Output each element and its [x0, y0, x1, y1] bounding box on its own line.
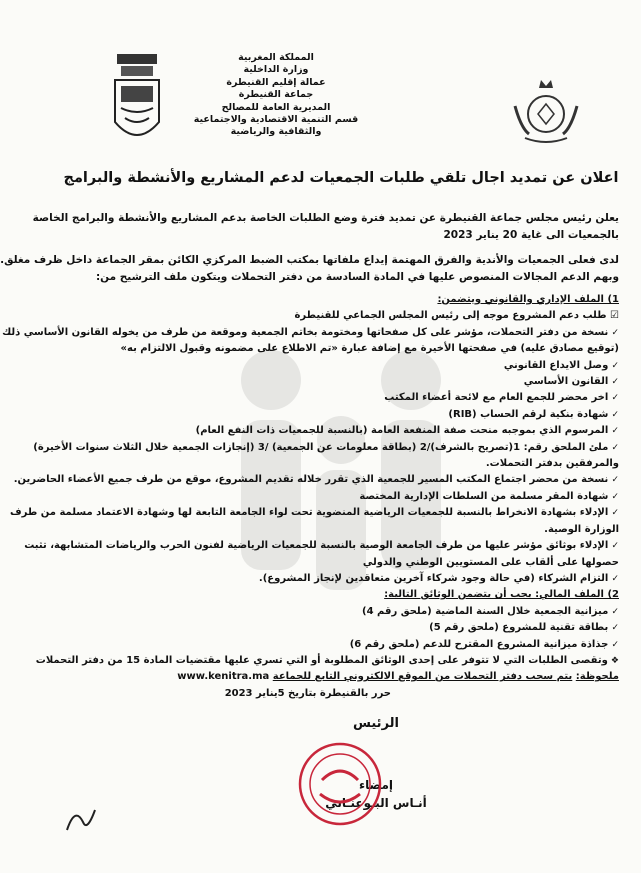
list-item: ✓ نسخة من محضر اجتماع المكتب المسير للجمعية الذي تقرر خلاله تقديم المشروع، موقع من طرف جميع الأعضاء الحاضرين. [61, 472, 619, 488]
admin-line: قسم التنمية الاقتصادية والاجتماعية [193, 114, 359, 126]
list-item: ✓ نسخة من دفتر التحملات، مؤشر على كل صفحاتها ومختومة بخاتم الجمعية وموقعة من طرف من يخوله القانون الأساسي ذلك [61, 325, 619, 341]
intro-line: وبهم الدعم المجالات المنصوص عليها في المادة السادسة من دفتر التحملات ويتكون ملف الترشيح من: [95, 271, 619, 283]
signatory-name: أنـاس البـوعنـاني [325, 796, 427, 810]
list-item-continuation: (توقيع مصادق عليه) في صفحتها الأخيرة مع إضافة عبارة «تم الاطلاع على مضمونه وقبول الالتزام به» [120, 343, 619, 355]
admin-line: والثقافية والرياضية [230, 126, 322, 138]
list-item: ✓ الإدلاء بوثائق مؤشر عليها من طرف الجامعة الوصية بالنسبة للجمعيات الرياضية لفنون الحرب والرياضات المتشابهة، تثبت [61, 538, 619, 554]
list-item: ✓ الإدلاء بشهادة الانخراط بالنسبة للجمعيات الرياضية المنضوية تحت لواء الجامعة التابعة لها وشهادة الاعتماد مسلمة من طرف [61, 505, 619, 521]
website-link[interactable]: www.kenitra.ma [177, 671, 270, 683]
list-item: ✓ المرسوم الذي بموجبه منحت صفة المنفعة العامة (بالنسبة للجمعيات ذات النفع العام) [61, 423, 619, 439]
signatory-title: الرئيس [353, 716, 399, 731]
list-item: ✓ شهادة بنكية لرقم الحساب (RIB) [61, 407, 619, 423]
requirements-list [2, 292, 619, 686]
list-item: ✓ ميزانية الجمعية خلال السنة الماضية (ملحق رقم 4) [61, 604, 619, 620]
list-item-continuation: الوزارة الوصية. [544, 523, 619, 535]
list-item: ☑ طلب دعم المشروع موجه إلى رئيس المجلس الجماعي للقنيطرة [61, 308, 619, 324]
list-item-continuation: والمرفقين بدفتر التحملات. [485, 458, 619, 470]
list-item: ✓ اخر محضر للجمع العام مع لائحة أعضاء المكتب [61, 390, 619, 406]
admin-line: وزارة الداخلية [243, 64, 309, 76]
note-line [61, 669, 619, 685]
note-label: ملحوظة: [575, 671, 619, 683]
list-item: ✓ ملئ الملحق رقم: 1(تصريح بالشرف)/2 (بطاقة معلومات عن الجمعية) /3 (إنجازات الجمعية خلال الثلاث سنوات الأخيرة) [61, 440, 619, 456]
exclusion-line: ❖ وتقصى الطلبات التي لا تتوفر على إحدى الوثائق المطلوبة أو التي تسري عليها مقتضيات المادة 15 من دفتر التحملات [61, 653, 619, 669]
administration-lines [166, 52, 386, 139]
note-text: يتم سحب دفتر التحملات من الموقع الالكتروني التابع للجماعة [272, 671, 573, 683]
intro-paragraph [0, 210, 619, 286]
intro-line: لدى فعلى الجمعيات والأندية والفرق المهتمة إيداع ملفاتها بمكتب الضبط المركزي الكائن بمقر الجماعة داخل ظرف مغلق. [0, 254, 619, 266]
list-item: ✓ جذاذة ميزانية المشروع المقترح للدعم (ملحق رقم 6) [61, 637, 619, 653]
list-item: ✓ القانون الأساسي [61, 374, 619, 390]
list-item: ✓ شهادة المقر مسلمة من السلطات الإدارية المختصة [61, 489, 619, 505]
list-item: ✓ وصل الايداع القانوني [61, 358, 619, 374]
admin-line: المملكة المغربية [238, 52, 314, 63]
signature-block [311, 716, 441, 810]
official-stamp [296, 740, 384, 828]
list-item: ✓ التزام الشركاء (في حالة وجود شركاء آخرين متعاقدين لإنجاز المشروع). [61, 571, 619, 587]
section-2-title: 2) الملف المالي: يجب أن يتضمن الوثائق التالية: [384, 589, 619, 601]
announcement-title: اعلان عن تمديد اجال تلقي طلبات الجمعيات لدعم المشاريع والأنشطة والبرامج [63, 170, 619, 186]
initials-signature-icon [61, 800, 101, 840]
intro-line: يعلن رئيس مجلس جماعة القنيطرة عن تمديد فترة وضع الطلبات الخاصة بدعم المشاريع والأنشطة والبرامج الخاصة [32, 212, 619, 224]
intro-line: بالجمعيات الى غاية 20 يناير 2023 [443, 229, 619, 241]
signing-date: حرر بالقنيطرة بتاريخ 5يناير 2023 [224, 688, 391, 699]
section-1-title: 1) الملف الإداري والقانوني ويتضمن: [437, 294, 619, 305]
list-item-continuation: حصولها على ألقاب على المستويين الوطني والدولي [362, 556, 619, 568]
admin-line: عمالة إقليم القنيطرة [226, 76, 326, 88]
list-item: ✓ بطاقة تقنية للمشروع (ملحق رقم 5) [61, 620, 619, 636]
admin-line: المديرية العامة للمصالح [221, 101, 331, 113]
city-coat-of-arms-icon [111, 52, 163, 152]
signature-label: إمضاء [358, 778, 393, 792]
admin-line: جماعة القنيطرة [238, 89, 314, 101]
document-header [71, 40, 611, 160]
moroccan-coat-of-arms-icon [511, 78, 581, 146]
